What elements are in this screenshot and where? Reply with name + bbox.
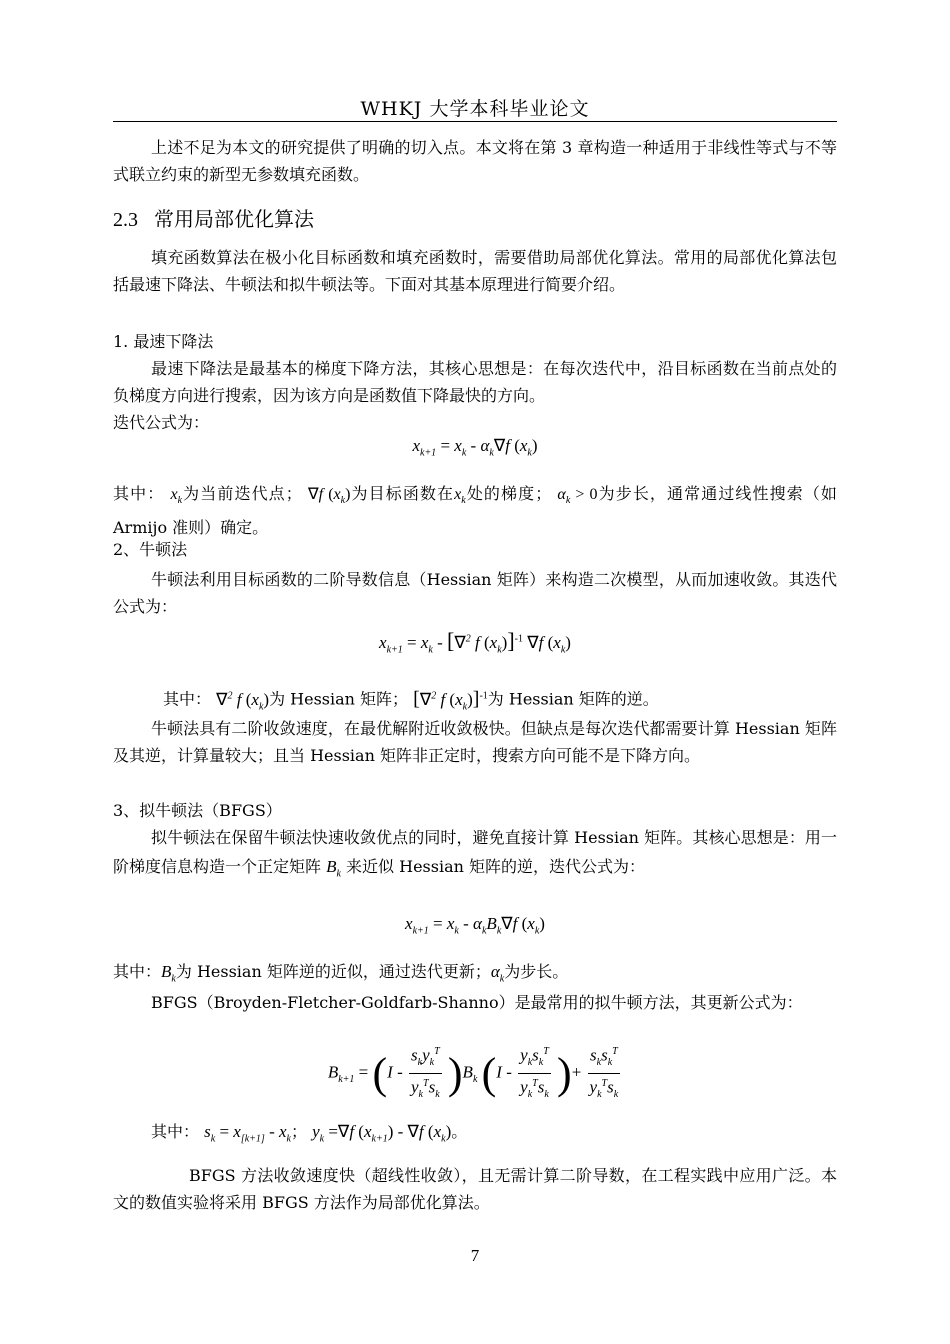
list-item-newton: 2、牛顿法 <box>113 540 188 559</box>
paragraph-where-quasi: 其中：$B_k$为 Hessian 矩阵逆的近似，通过迭代更新；$\alpha_k$为步长。 <box>113 962 569 985</box>
equation-quasi-newton: $x_{k+1} = x_k - \alpha_kB_k\nabla f$ $(x_k)$ <box>405 914 545 937</box>
paragraph-overview: 填充函数算法在极小化目标函数和填充函数时，需要借助局部优化算法。常用的局部优化算法包括最速下降法、牛顿法和拟牛顿法等。下面对其基本原理进行简要介绍。 <box>113 248 837 294</box>
paragraph-bfgs: BFGS（Broyden-Fletcher-Goldfarb-Shanno）是最常用的拟牛顿方法，其更新公式为： <box>151 993 803 1012</box>
page-number: 7 <box>470 1246 480 1265</box>
section-number: 2.3 <box>113 209 138 231</box>
equation-steepest-descent: $x_{k+1} = x_k - \alpha_k\nabla f$ $(x_k)$ <box>412 436 538 459</box>
equation-bfgs-update: $B_{k+1} = (I$ - $\frac{s_ky_k^T}{y_k^Ts_k}$ )$B_k$ (I - $\frac{y_ks_k^T}{y_k^Ts_k}$ )+ $\frac{s_ks_k^T}{y_k^Ts_k}$ <box>113 1042 837 1104</box>
paragraph-where-steepest: 其中： $x_k$为当前迭代点； ∇f $(x_k)$为目标函数在$x_k$处的梯度； $\alpha_k > 0$为步长，通常通过线性搜索（如 Armijo 准则）确定。 <box>113 484 837 538</box>
list-item-bfgs: 3、拟牛顿法（BFGS） <box>113 801 282 820</box>
header-rule <box>113 121 837 122</box>
running-header: WHKJ 大学本科毕业论文 <box>360 98 590 120</box>
section-title: 常用局部优化算法 <box>154 207 314 231</box>
paragraph-quasi-newton: 拟牛顿法在保留牛顿法快速收敛优点的同时，避免直接计算 Hessian 矩阵。其核心思想是：用一阶梯度信息构造一个正定矩阵 $B_k$ 来近似 Hessian 矩阵的逆，迭代公式为： <box>113 828 837 880</box>
paragraph-newton-properties: 牛顿法具有二阶收敛速度，在最优解附近收敛极快。但缺点是每次迭代都需要计算 Hessian 矩阵及其逆，计算量较大；且当 Hessian 矩阵非正定时，搜索方向可能不是下降方向。 <box>113 719 837 765</box>
paragraph-steepest-descent: 最速下降法是最基本的梯度下降方法，其核心思想是：在每次迭代中，沿目标函数在当前点处的负梯度方向进行搜索，因为该方向是函数值下降最快的方向。 <box>113 359 837 405</box>
paragraph-intro: 上述不足为本文的研究提供了明确的切入点。本文将在第 3 章构造一种适用于非线性等式与不等式联立约束的新型无参数填充函数。 <box>113 138 837 184</box>
equation-newton: $x_{k+1} = x_k - [\nabla^2$ f $(x_k)]^{-1}$ ∇f $(x_k)$ <box>379 628 571 656</box>
paragraph-where-newton: 其中： ∇$^2$ f $(x_k)$为 Hessian 矩阵； [∇$^2$ f $(x_k)]^{-1}$为 Hessian 矩阵的逆。 <box>163 687 659 713</box>
list-item-steepest-descent: 1. 最速下降法 <box>113 332 214 351</box>
paragraph-iteration-formula-label: 迭代公式为： <box>113 413 210 432</box>
section-heading <box>113 203 314 232</box>
paragraph-newton: 牛顿法利用目标函数的二阶导数信息（Hessian 矩阵）来构造二次模型，从而加速收敛。其迭代公式为： <box>113 570 837 616</box>
paragraph-bfgs-conclusion: BFGS 方法收敛速度快（超线性收敛），且无需计算二阶导数，在工程实践中应用广泛。本文的数值实验将采用 BFGS 方法作为局部优化算法。 <box>113 1166 837 1212</box>
paragraph-where-bfgs: 其中： $s_k = x_{[k+1]} - x_k$； $y_k =\nabla f$ $(x_{k+1}) - \nabla f$ $(x_k)$。 <box>151 1122 468 1145</box>
